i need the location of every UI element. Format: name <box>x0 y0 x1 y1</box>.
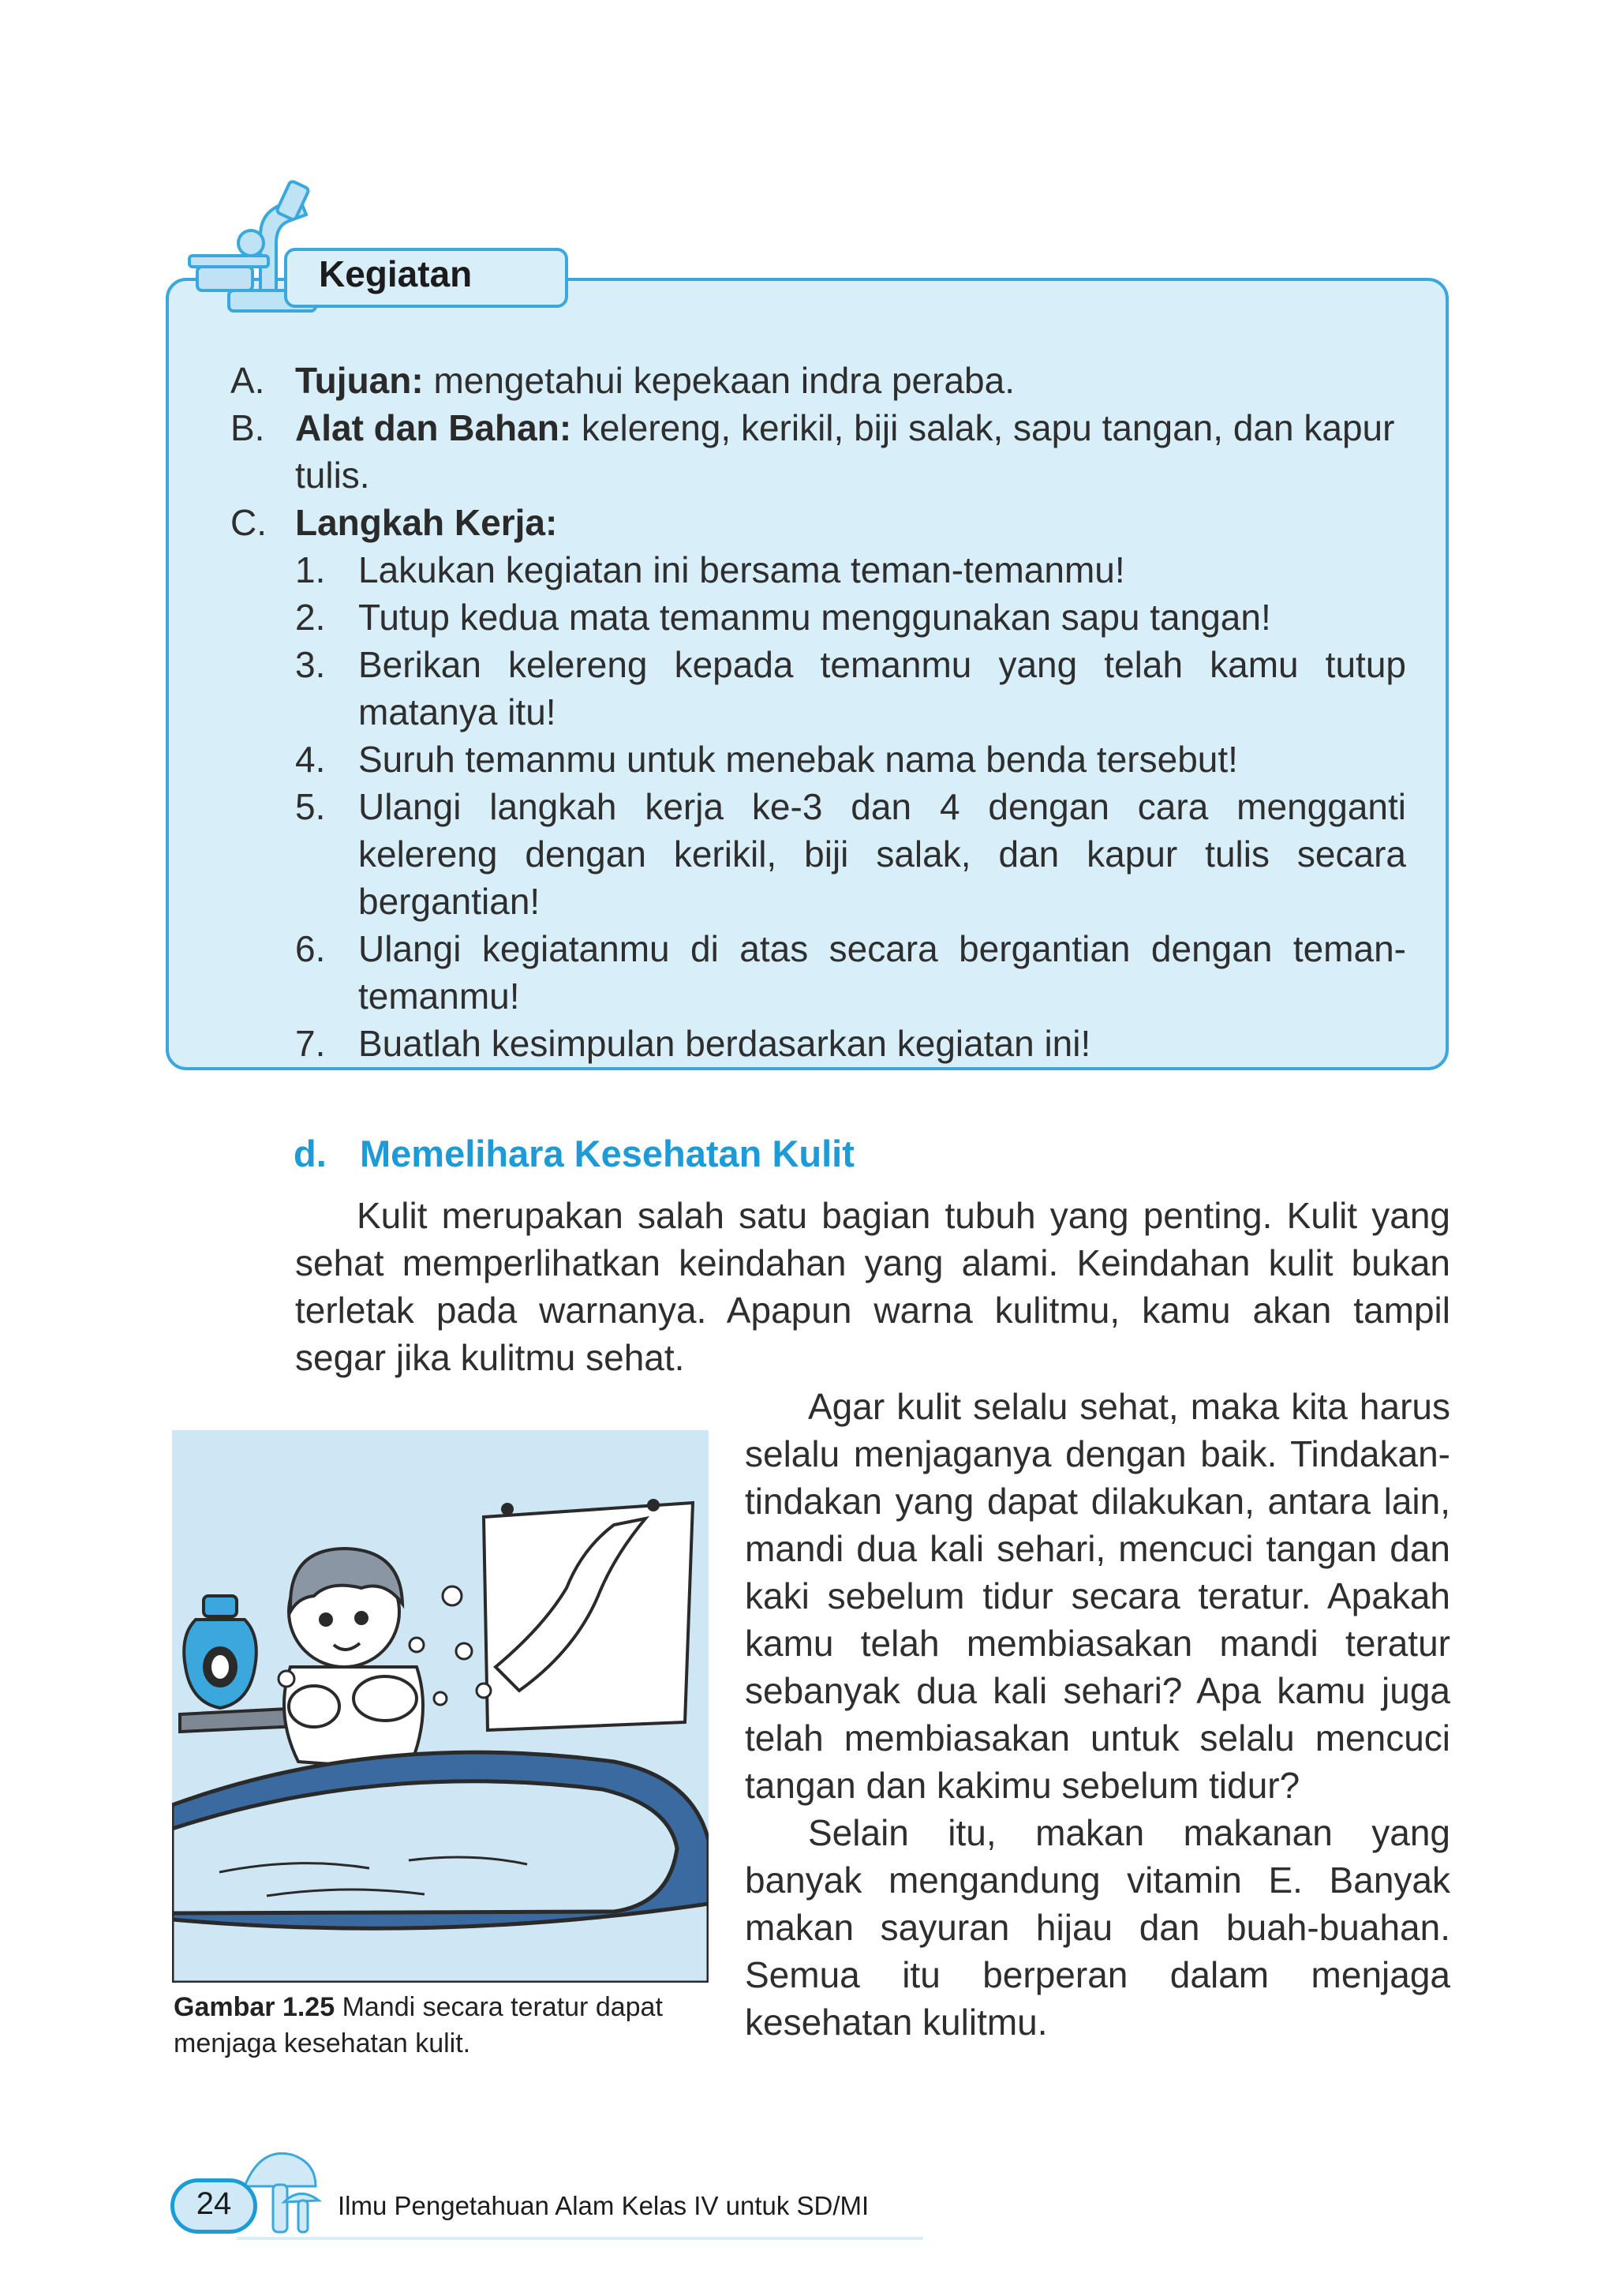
item-marker: A. <box>230 360 265 401</box>
figure-label: Gambar 1.25 <box>174 1992 335 2022</box>
footer-divider <box>237 2237 923 2240</box>
footer-book-title: Ilmu Pengetahuan Alam Kelas IV untuk SD/MI <box>338 2191 870 2220</box>
activity-title: Kegiatan <box>319 253 473 294</box>
step-number: 3. <box>295 644 326 685</box>
list-item <box>295 925 1406 1020</box>
step-text: Suruh temanmu untuk menebak nama benda tersebut! <box>358 739 1238 780</box>
steps-item <box>230 499 1406 546</box>
list-item <box>295 641 1406 736</box>
section-title: Memelihara Kesehatan Kulit <box>360 1133 855 1174</box>
figure-caption <box>174 1989 710 2062</box>
section-letter: d. <box>294 1133 327 1174</box>
paragraph: Agar kulit selalu sehat, maka kita harus selalu menjaganya dengan baik. Tindakan-tindakan yang dapat dilakukan, antara lain, mandi dua kali sehari, mencuci tangan dan kaki sebelum tidur secara teratur. Apakah kamu telah membiasakan mandi teratur sebanyak dua kali sehari? Apa kamu juga telah membiasakan untuk selalu mencuci tangan dan kakimu sebelum tidur? <box>745 1386 1450 1806</box>
item-label: Langkah Kerja: <box>295 502 558 543</box>
section-heading <box>294 1132 855 1175</box>
page-number: 24 <box>196 2186 232 2221</box>
materials-item <box>230 404 1406 499</box>
caption-text: Mandi secara teratur dapat menjaga kesehatan kulit. <box>174 1992 663 2058</box>
wall-picture <box>484 1500 693 1730</box>
step-text: Berikan kelereng kepada temanmu yang telah kamu tutup matanya itu! <box>358 644 1406 732</box>
step-text: Tutup kedua mata temanmu menggunakan sapu tangan! <box>358 597 1271 638</box>
paragraph: Selain itu, makan makanan yang banyak mengandung vitamin E. Banyak makan sayuran hijau dan buah-buahan. Semua itu berperan dalam menjaga kesehatan kulitmu. <box>745 1812 1450 2043</box>
bathtub <box>172 1752 709 1983</box>
item-label: Tujuan: <box>295 360 424 401</box>
item-text: mengetahui kepekaan indra peraba. <box>423 360 1015 401</box>
list-item <box>295 1020 1406 1067</box>
step-text: Buatlah kesimpulan berdasarkan kegiatan ini! <box>358 1023 1091 1064</box>
steps-list <box>295 546 1406 1067</box>
step-number: 4. <box>295 739 326 780</box>
goal-item <box>230 357 1406 404</box>
step-text: Ulangi kegiatanmu di atas secara bergantian dengan teman-temanmu! <box>358 928 1406 1017</box>
step-number: 6. <box>295 928 326 969</box>
bathing-boy-illustration <box>172 1430 709 1983</box>
step-number: 1. <box>295 549 326 590</box>
step-number: 5. <box>295 786 326 827</box>
step-text: Ulangi langkah kerja ke-3 dan 4 dengan cara mengganti kelereng dengan kerikil, biji salak, dan kapur tulis secara bergantian! <box>358 786 1406 922</box>
item-marker: C. <box>230 502 267 543</box>
paragraph: Kulit merupakan salah satu bagian tubuh yang penting. Kulit yang sehat memperlihatkan keindahan yang alami. Keindahan kulit bukan terletak pada warnanya. Apapun warna kulitmu, kamu akan tampil segar jika kulitmu sehat. <box>295 1195 1450 1378</box>
list-item <box>295 736 1406 783</box>
step-text: Lakukan kegiatan ini bersama teman-temanmu! <box>358 549 1125 590</box>
item-text: kelereng, kerikil, biji salak, sapu tangan, dan kapur tulis. <box>295 407 1395 496</box>
item-label: Alat dan Bahan: <box>295 407 572 448</box>
item-marker: B. <box>230 407 265 448</box>
step-number: 7. <box>295 1023 326 1064</box>
list-item <box>295 594 1406 641</box>
list-item <box>295 546 1406 594</box>
activity-body <box>230 357 1406 1067</box>
step-number: 2. <box>295 597 326 638</box>
list-item <box>295 783 1406 925</box>
